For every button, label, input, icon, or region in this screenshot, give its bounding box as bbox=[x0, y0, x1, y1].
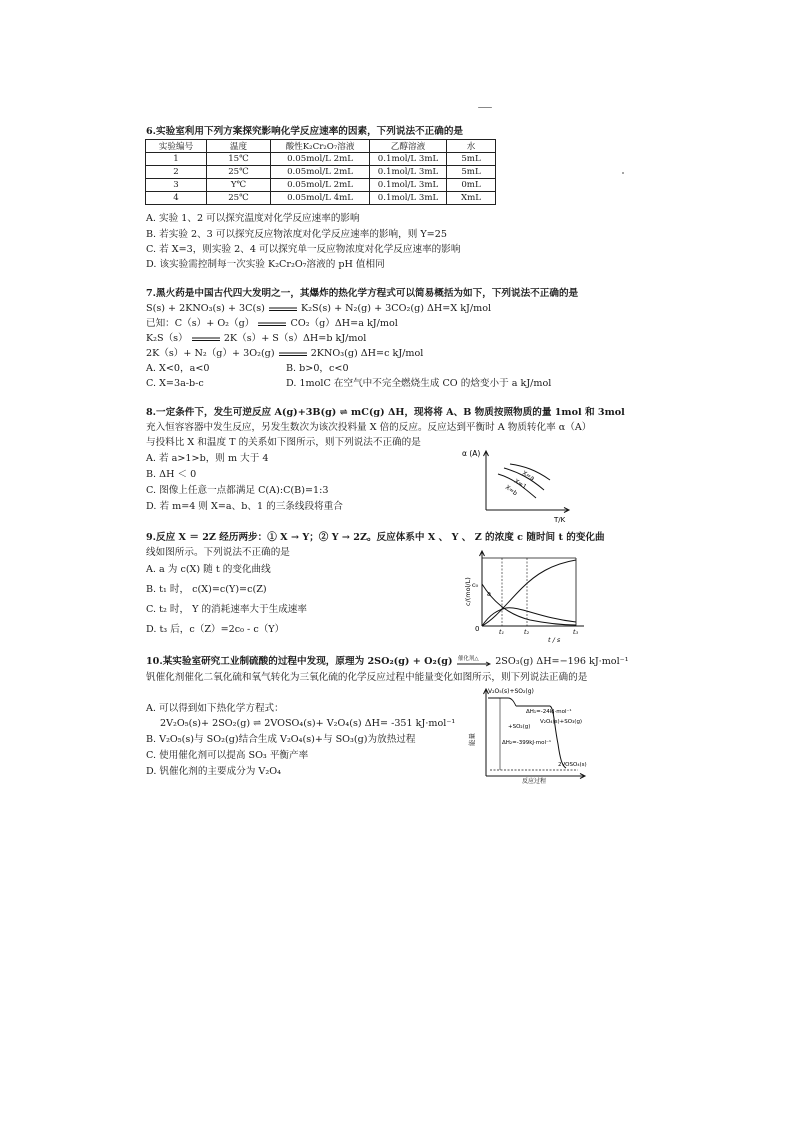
q7-option-a: A. X<0，a<0 bbox=[146, 363, 210, 374]
curve-label: a bbox=[487, 590, 492, 598]
q8-conversion-chart bbox=[458, 440, 578, 524]
chart-bottom-label: 2VOSO₄(s) bbox=[558, 762, 587, 768]
q6-option-d: D. 该实验需控制每一次实验 K₂Cr₂O₇溶液的 pH 值相同 bbox=[146, 259, 385, 270]
q7-main-equation bbox=[146, 302, 491, 315]
equation-left: C（s）+ O₂（g） bbox=[174, 318, 255, 329]
energy-curve-step-2 bbox=[550, 706, 566, 768]
table-header-cell: 实验编号 bbox=[146, 140, 207, 153]
known-label: 已知： bbox=[146, 318, 175, 329]
table-cell: 0.05mol/L 2mL bbox=[271, 179, 370, 192]
curve-z bbox=[482, 560, 576, 626]
chart-xlabel: T/K bbox=[554, 516, 566, 524]
q8-option-a: A. 若 a>1>b，则 m 大于 4 bbox=[146, 453, 269, 464]
equation-right: 2KNO₃(g) ΔH=c kJ/mol bbox=[310, 348, 424, 359]
chart-ylabel: α (A) bbox=[462, 449, 481, 458]
reaction-arrow-icon bbox=[191, 335, 221, 343]
catalyst-arrow bbox=[456, 655, 492, 668]
curve-label: X=b bbox=[503, 483, 519, 498]
stem-left: 10.某实验室研究工业制硫酸的过程中发现，原理为 2SO₂(g) + O₂(g) bbox=[146, 656, 453, 667]
q10-energy-diagram bbox=[466, 684, 590, 784]
chart-mid-right: V₂O₄(s)+SO₃(g) bbox=[540, 719, 583, 725]
table-header-cell: 水 bbox=[447, 140, 496, 153]
table-cell: 0.05mol/L 4mL bbox=[271, 192, 370, 205]
q7-option-b: B. b>0，c<0 bbox=[286, 363, 349, 374]
chart-xlabel: t / s bbox=[548, 636, 561, 644]
table-cell: 1 bbox=[146, 153, 207, 166]
stem-right: 2SO₃(g) ΔH=−196 kJ·mol⁻¹ bbox=[495, 656, 629, 667]
reaction-arrow-icon bbox=[268, 305, 298, 313]
chart-origin-label: 0 bbox=[475, 625, 480, 633]
curve-label: X=1 bbox=[512, 477, 528, 491]
q8-stem-line-2: 充入恒容容器中发生反应，另发生数次为该次投料量 X 倍的反应。反应达到平衡时 A 物质转化率 α（A） bbox=[146, 422, 592, 433]
chart-ylabel: 能量 bbox=[468, 733, 476, 746]
chart-y0-label: c₀ bbox=[472, 581, 479, 589]
table-row bbox=[146, 166, 496, 179]
q8-option-d: D. 若 m=4 则 X=a、b、1 的三条线段将重合 bbox=[146, 501, 343, 512]
q10-option-b: B. V₂O₅(s)与 SO₂(g)结合生成 V₂O₄(s)+与 SO₃(g)为放热过程 bbox=[146, 734, 416, 745]
curve-label: X=a bbox=[521, 469, 536, 483]
table-cell: 25℃ bbox=[207, 166, 271, 179]
table-cell: 5mL bbox=[447, 153, 496, 166]
table-row bbox=[146, 179, 496, 192]
chart-dh1: ΔH₁=-24kJ·mol⁻¹ bbox=[526, 709, 572, 715]
q9-option-d: D. t₃ 后，c（Z）=2c₀ - c（Y） bbox=[146, 624, 285, 635]
table-cell: 15℃ bbox=[207, 153, 271, 166]
table-header-cell: 乙醇溶液 bbox=[370, 140, 447, 153]
reaction-arrow-icon bbox=[257, 320, 287, 328]
equation-right: 2K（s）+ S（s）ΔH=b kJ/mol bbox=[223, 333, 367, 344]
chart-top-label: V₂O₅(s)+SO₂(g) bbox=[488, 688, 534, 695]
curve-x bbox=[482, 584, 576, 625]
reaction-arrow-icon bbox=[456, 661, 492, 667]
equation-right: CO₂（g）ΔH=a kJ/mol bbox=[290, 318, 398, 329]
q10-option-c: C. 使用催化剂可以提高 SO₃ 平衡产率 bbox=[146, 750, 309, 761]
table-cell: 2 bbox=[146, 166, 207, 179]
table-header-cell: 温度 bbox=[207, 140, 271, 153]
catalyst-label: 催化剂△ bbox=[457, 656, 479, 662]
q9-stem-line-2: 线如图所示。下列说法不正确的是 bbox=[146, 547, 290, 558]
table-header-row bbox=[146, 140, 496, 153]
chart-mid-left: +SO₂(g) bbox=[508, 724, 531, 730]
q6-option-a: A. 实验 1、2 可以探究温度对化学反应速率的影响 bbox=[146, 213, 360, 224]
q7-stem: 7.黑火药是中国古代四大发明之一，其爆炸的热化学方程式可以简易概括为如下，下列说法不正确的是 bbox=[146, 288, 579, 299]
equation-left: K₂S（s） bbox=[146, 333, 188, 344]
q6-experiment-table bbox=[145, 139, 496, 205]
q7-option-d: D. 1molC 在空气中不完全燃烧生成 CO 的焓变小于 a kJ/mol bbox=[286, 378, 552, 389]
q10-stem-line-2: 钒催化剂催化二氧化硫和氧气转化为三氧化硫的化学反应过程中能量变化如图所示，则下列说法正确的是 bbox=[146, 672, 588, 683]
chart-ylabel: c/(mol/L) bbox=[464, 577, 472, 606]
scan-mark bbox=[622, 172, 624, 174]
table-cell: 4 bbox=[146, 192, 207, 205]
table-cell: XmL bbox=[447, 192, 496, 205]
q8-option-b: B. ΔH ＜ 0 bbox=[146, 469, 197, 480]
equation-left: S(s) + 2KNO₃(s) + 3C(s) bbox=[146, 303, 265, 314]
q9-concentration-chart bbox=[460, 548, 592, 644]
table-cell: 0.1mol/L 3mL bbox=[370, 153, 447, 166]
table-cell: 0.05mol/L 2mL bbox=[271, 166, 370, 179]
table-cell: 0.1mol/L 3mL bbox=[370, 192, 447, 205]
q8-option-c: C. 图像上任意一点都满足 C(A):C(B)=1:3 bbox=[146, 485, 329, 496]
equation-left: 2K（s）+ N₂（g）+ 3O₂(g) bbox=[146, 348, 275, 359]
q9-option-a: A. a 为 c(X) 随 t 的变化曲线 bbox=[146, 564, 271, 575]
equation-right: K₂S(s) + N₂(g) + 3CO₂(g) ΔH=X kJ/mol bbox=[301, 303, 492, 314]
table-cell: 25℃ bbox=[207, 192, 271, 205]
q9-option-c: C. t₂ 时， Y 的消耗速率大于生成速率 bbox=[146, 604, 307, 615]
q7-known-equation-3 bbox=[146, 347, 423, 360]
q8-stem-line-3: 与投料比 X 和温度 T 的关系如下图所示，则下列说法不正确的是 bbox=[146, 437, 421, 448]
q6-option-b: B. 若实验 2、3 可以探究反应物浓度对化学反应速率的影响，则 Y=25 bbox=[146, 229, 447, 240]
q7-known-equation-1 bbox=[146, 317, 398, 330]
q10-stem-line-1 bbox=[146, 655, 629, 668]
tick-label: t₃ bbox=[573, 628, 579, 636]
energy-curve-step-1 bbox=[508, 698, 516, 706]
table-cell: 0.1mol/L 3mL bbox=[370, 179, 447, 192]
q10-option-d: D. 钒催化剂的主要成分为 V₂O₄ bbox=[146, 766, 281, 777]
table-cell: 0mL bbox=[447, 179, 496, 192]
chart-xlabel: 反应过程 bbox=[522, 778, 547, 784]
q10-option-a-equation: 2V₂O₅(s)+ 2SO₂(g) ⇌ 2VOSO₄(s)+ V₂O₄(s) ΔH= -351 kJ·mol⁻¹ bbox=[160, 718, 456, 729]
tick-label: t₁ bbox=[499, 628, 505, 636]
chart-dh2: ΔH₂=-399kJ·mol⁻¹ bbox=[502, 740, 552, 746]
q9-stem-line-1: 9.反应 X ＝ 2Z 经历两步：① X → Y；② Y → 2Z。反应体系中 X 、 Y 、 Z 的浓度 c 随时间 t 的变化曲 bbox=[146, 532, 605, 543]
table-cell: 0.1mol/L 3mL bbox=[370, 166, 447, 179]
q6-option-c: C. 若 X=3，则实验 2、4 可以探究单一反应物浓度对化学反应速率的影响 bbox=[146, 244, 461, 255]
q7-option-c: C. X=3a-b-c bbox=[146, 378, 204, 389]
table-cell: 3 bbox=[146, 179, 207, 192]
q7-known-equation-2 bbox=[146, 332, 366, 345]
reaction-arrow-icon bbox=[278, 350, 308, 358]
table-cell: 5mL bbox=[447, 166, 496, 179]
scan-mark bbox=[478, 107, 492, 108]
table-row bbox=[146, 153, 496, 166]
q8-stem-line-1: 8.一定条件下，发生可逆反应 A(g)+3B(g) ⇌ mC(g) ΔH，现将将 A、B 物质按照物质的量 1mol 和 3mol bbox=[146, 407, 625, 418]
table-cell: Y℃ bbox=[207, 179, 271, 192]
table-cell: 0.05mol/L 2mL bbox=[271, 153, 370, 166]
q10-option-a: A. 可以得到如下热化学方程式： bbox=[146, 703, 284, 714]
q6-stem: 6.实验室利用下列方案探究影响化学反应速率的因素，下列说法不正确的是 bbox=[146, 126, 464, 137]
table-row bbox=[146, 192, 496, 205]
table-header-cell: 酸性K₂Cr₂O₇溶液 bbox=[271, 140, 370, 153]
q9-option-b: B. t₁ 时， c(X)=c(Y)=c(Z) bbox=[146, 584, 267, 595]
curve-y bbox=[482, 608, 576, 626]
tick-label: t₂ bbox=[524, 628, 530, 636]
